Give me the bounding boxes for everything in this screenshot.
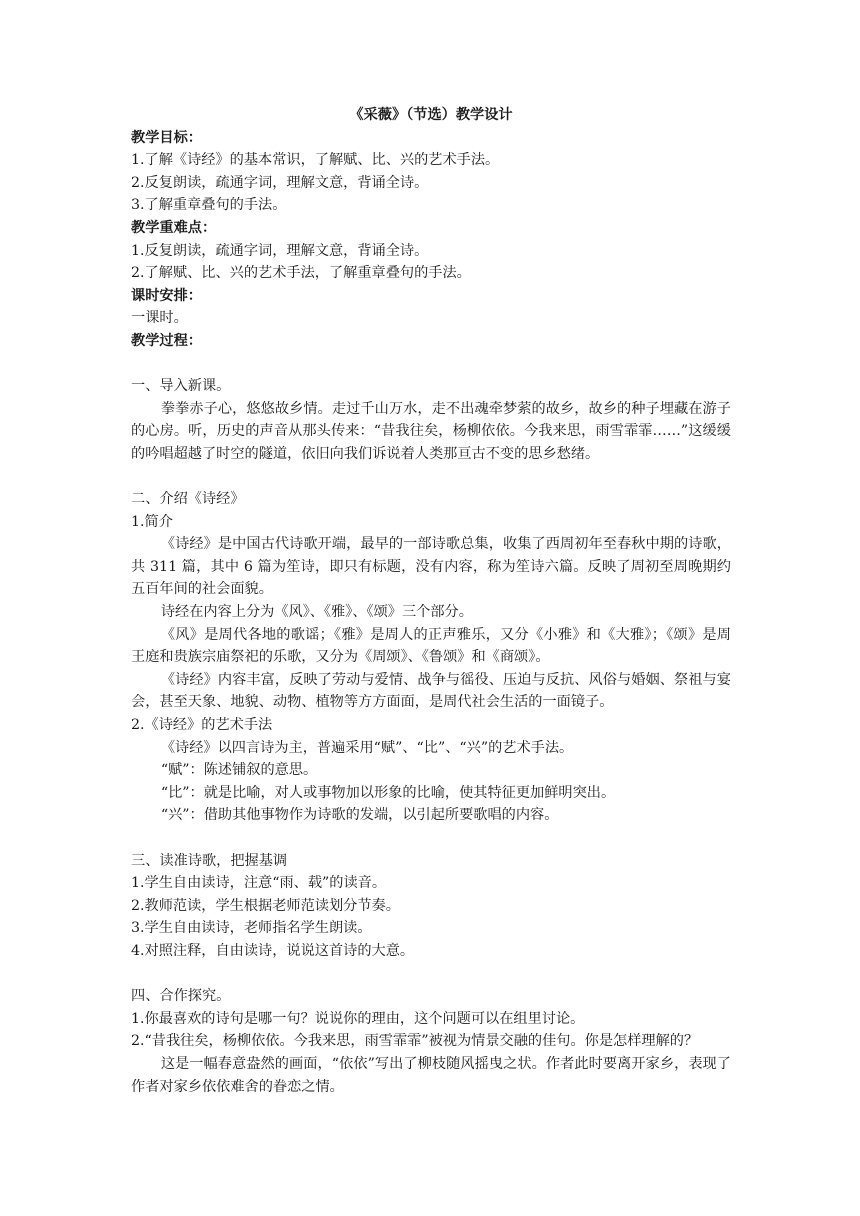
goal-item: 2.反复朗读，疏通字词，理解文意，背诵全诗。 xyxy=(131,174,429,191)
key-point-item: 1.反复朗读，疏通字词，理解文意，背诵全诗。 xyxy=(131,242,429,259)
schedule-heading: 课时安排： xyxy=(131,287,202,304)
document-body xyxy=(131,104,731,1098)
spacer xyxy=(131,963,731,986)
section-2-subheading: 2.《诗经》的艺术手法 xyxy=(131,717,273,734)
section-4-heading: 四、合作探究。 xyxy=(131,988,231,1005)
section-2-subheading: 1.简介 xyxy=(131,513,173,530)
section-2-paragraph: 《风》是周代各地的歌谣；《雅》是周人的正声雅乐，又分《小雅》和《大雅》；《颂》是周王庭和贵族宗庙祭祀的乐歌，又分为《周颂》、《鲁颂》和《商颂》。 xyxy=(131,626,731,666)
section-1-paragraph: 拳拳赤子心，悠悠故乡情。走过千山万水，走不出魂牵梦萦的故乡，故乡的种子埋藏在游子的心房。听，历史的声音从那头传来：“昔我往矣，杨柳依依。今我来思，雨雪霏霏……”这缓缓的吟唱超越了时空的隧道，依旧向我们诉说着人类那亘古不变的思乡愁绪。 xyxy=(131,400,731,462)
section-2-paragraph: 《诗经》以四言诗为主，普遍采用“赋”、“比”、“兴”的艺术手法。 xyxy=(160,739,574,756)
section-4-item: 2.“昔我往矣，杨柳依依。今我来思，雨雪霏霏”被视为情景交融的佳句。你是怎样理解的？ xyxy=(131,1033,699,1050)
document-title: 《采薇》（节选）教学设计 xyxy=(349,107,513,123)
goal-item: 1.了解《诗经》的基本常识，了解赋、比、兴的艺术手法。 xyxy=(131,152,500,169)
section-2-paragraph: 《诗经》是中国古代诗歌开端，最早的一部诗歌总集，收集了西周初年至春秋中期的诗歌，共 311 篇，其中 6 篇为笙诗，即只有标题，没有内容，称为笙诗六篇。反映了周初至周晚期约五百年间的社会面貌。 xyxy=(131,536,731,598)
spacer xyxy=(131,827,731,850)
section-3-item: 3.学生自由读诗，老师指名学生朗读。 xyxy=(131,920,372,937)
section-2-heading: 二、介绍《诗经》 xyxy=(131,491,245,508)
key-points-heading: 教学重难点： xyxy=(131,219,217,236)
section-3-item: 4.对照注释，自由读诗，说说这首诗的大意。 xyxy=(131,942,415,959)
section-4-paragraph: 这是一幅春意盎然的画面，“依依”写出了柳枝随风摇曳之状。作者此时要离开家乡，表现了作者对家乡依依难舍的眷恋之情。 xyxy=(131,1055,731,1095)
section-1-heading: 一、导入新课。 xyxy=(131,378,231,395)
section-2-paragraph: “比”：就是比喻，对人或事物加以形象的比喻，使其特征更加鲜明突出。 xyxy=(160,784,616,801)
schedule-text: 一课时。 xyxy=(131,310,188,327)
section-2-paragraph: “兴”：借助其他事物作为诗歌的发端，以引起所要歌唱的内容。 xyxy=(160,807,559,824)
section-2-paragraph: “赋”：陈述铺叙的意思。 xyxy=(160,762,318,779)
section-4-item: 1.你最喜欢的诗句是哪一句？说说你的理由，这个问题可以在组里讨论。 xyxy=(131,1010,585,1027)
section-3-heading: 三、读准诗歌，把握基调 xyxy=(131,852,288,869)
spacer xyxy=(131,353,731,376)
spacer xyxy=(131,466,731,489)
goals-heading: 教学目标： xyxy=(131,129,202,146)
key-point-item: 2.了解赋、比、兴的艺术手法，了解重章叠句的手法。 xyxy=(131,265,471,282)
section-3-item: 1.学生自由读诗，注意“雨、载”的读音。 xyxy=(131,875,387,892)
goal-item: 3.了解重章叠句的手法。 xyxy=(131,197,287,214)
section-3-item: 2.教师范读，学生根据老师范读划分节奏。 xyxy=(131,897,400,914)
section-2-paragraph: 《诗经》内容丰富，反映了劳动与爱情、战争与徭役、压迫与反抗、风俗与婚姻、祭祖与宴会，甚至天象、地貌、动物、植物等方方面面，是周代社会生活的一面镜子。 xyxy=(131,671,731,711)
section-2-paragraph: 诗经在内容上分为《风》、《雅》、《颂》三个部分。 xyxy=(160,604,473,621)
process-heading: 教学过程： xyxy=(131,332,202,349)
